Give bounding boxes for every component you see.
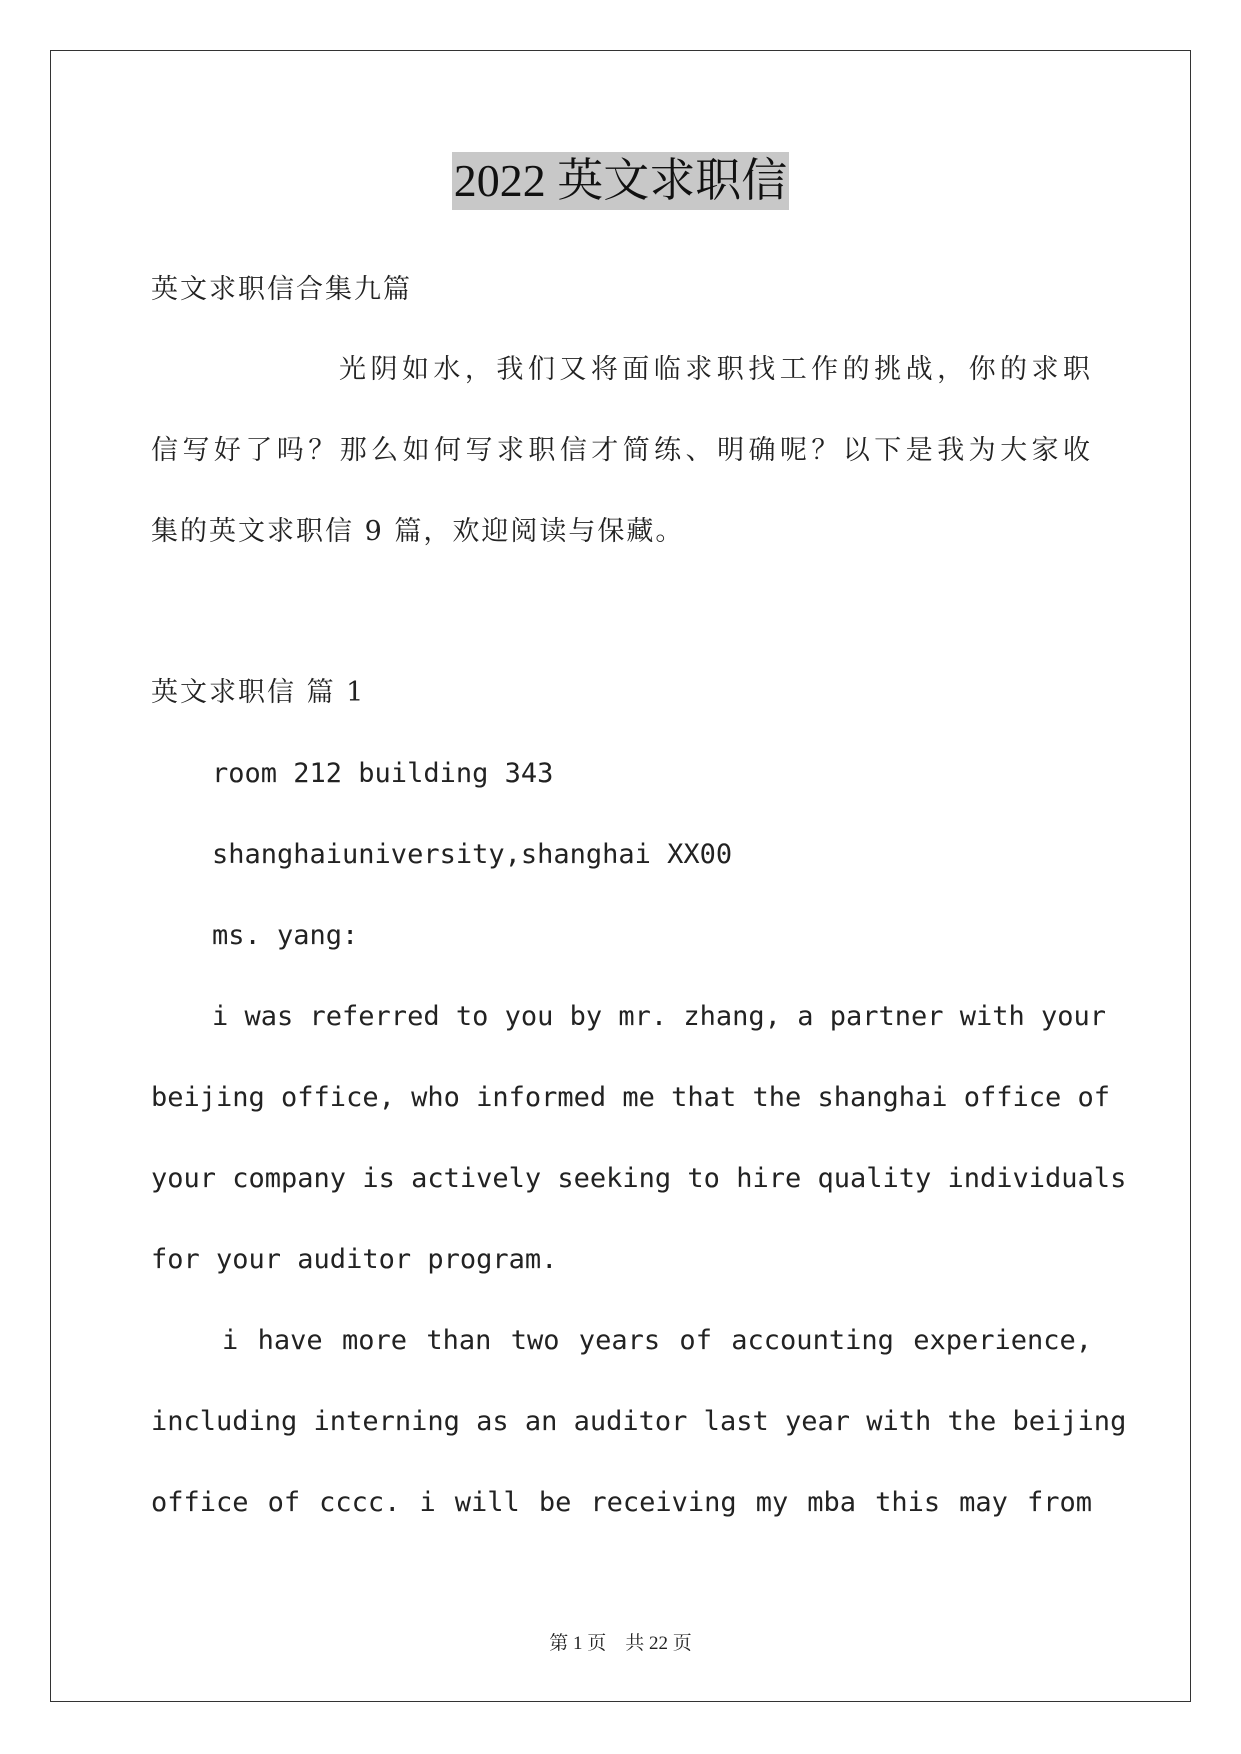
paragraph2-line-1: i have more than two years of accounting experience,	[222, 1325, 1092, 1356]
paragraph1-line-3: your company is actively seeking to hire quality individuals	[151, 1163, 1127, 1194]
intro-line-3: 集的英文求职信 9 篇，欢迎阅读与保藏。	[151, 516, 685, 547]
intro-line-2: 信写好了吗？那么如何写求职信才简练、明确呢？以下是我为大家收	[151, 435, 1092, 466]
paragraph2-line-3: office of cccc. i will be receiving my mba this may from	[151, 1487, 1092, 1518]
title-container	[0, 152, 1241, 210]
paragraph1-line-4: for your auditor program.	[151, 1244, 558, 1275]
paragraph2-line-2: including interning as an auditor last year with the beijing	[151, 1406, 1127, 1437]
page-number-footer: 第 1 页 共 22 页	[549, 1633, 692, 1654]
paragraph1-line-2: beijing office, who informed me that the shanghai office of	[151, 1082, 1111, 1113]
document-title: 2022 英文求职信	[452, 152, 790, 210]
document-subtitle: 英文求职信合集九篇	[151, 274, 412, 305]
section-heading: 英文求职信 篇 1	[151, 677, 366, 708]
paragraph1-line-1: i was referred to you by mr. zhang, a partner with your	[212, 1001, 1107, 1032]
salutation: ms. yang:	[212, 920, 359, 951]
intro-line-1: 光阴如水，我们又将面临求职找工作的挑战，你的求职	[339, 354, 1092, 385]
address-line-1: room 212 building 343	[212, 758, 554, 789]
address-line-2: shanghaiuniversity,shanghai XX00	[212, 839, 733, 870]
